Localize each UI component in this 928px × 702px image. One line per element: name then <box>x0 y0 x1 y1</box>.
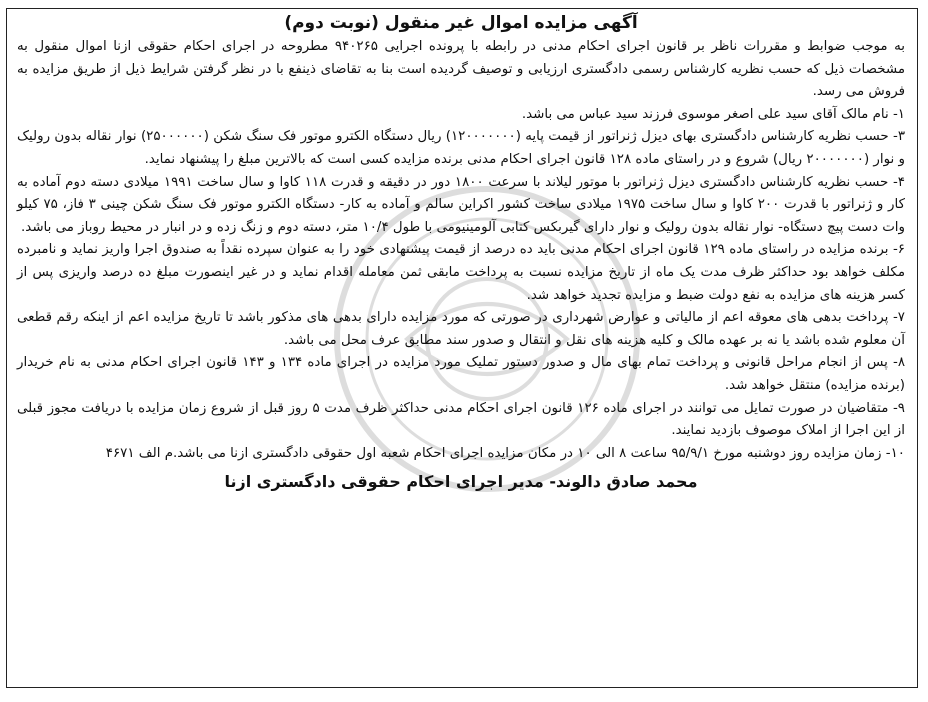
clause-6: ۶- برنده مزایده در راستای ماده ۱۲۹ قانون اجرای احکام مدنی باید ده درصد از قیمت پیشنهادی خود را به عنوان سپرده نقداً به صندوق اجرا واریز نماید و نامبرده مکلف خواهد بود حداکثر ظرف مدت یک ماه از تاریخ مزایده نسبت به پرداخت مابقی ثمن معامله اقدام نماید و در غیر اینصورت مبلغ ده درصد واریزی پس از کسر هزینه های مزایده به نفع دولت ضبط و مزایده تجدید خواهد شد. <box>17 242 905 303</box>
signature: محمد صادق دالوند- مدیر اجرای احکام حقوقی دادگستری ازنا <box>224 472 698 492</box>
notice-body <box>17 11 905 683</box>
intro-paragraph: به موجب ضوابط و مقررات ناظر بر قانون اجرای احکام مدنی در رابطه با پرونده اجرایی ۹۴۰۲۶۵ مطروحه در اجرای احکام حقوقی ازنا اموال منقول به مشخصات ذیل که حسب نظریه کارشناس رسمی دادگستری ارزیابی و توصیف گردیده است بنا به تقاضای ذینفع با در نظر گرفتن شرایط ذیل از طریق مزایده به فروش می رسد. <box>17 39 905 100</box>
clause-3: ۳- حسب نظریه کارشناس دادگستری بهای دیزل ژنراتور از قیمت پایه (۱۲۰۰۰۰۰۰۰) ریال دستگاه الکترو موتور فک سنگ شکن (۲۵۰۰۰۰۰۰) نوار نقاله بدون رولیک و نوار (۲۰۰۰۰۰۰۰ ریال) شروع و در راستای ماده ۱۲۸ قانون اجرای احکام مدنی برنده مزایده کسی است که بالاترین مبلغ را پیشنهاد نماید. <box>17 129 906 167</box>
clause-9: ۹- متقاضیان در صورت تمایل می توانند در اجرای ماده ۱۲۶ قانون اجرای احکام مدنی حداکثر ظرف مدت ۵ روز قبل از شروع زمان مزایده با دریافت مجوز قبلی از این اجرا از املاک موصوف بازدید نمایند. <box>17 400 905 439</box>
clause-4: ۴- حسب نظریه کارشناس دادگستری دیزل ژنراتور با موتور لیلاند با سرعت ۱۸۰۰ دور در دقیقه و قدرت ۱۱۸ کاوا و سال ساخت ۱۹۹۱ میلادی دسته دوم آماده به کار و ژنراتور با قدرت ۲۰۰ کاوا و سال ساخت ۱۹۷۵ میلادی ساخت کشور اکراین سالم و آماده به کار- دستگاه الکترو موتور فک سنگ شکن چینی ۳ فاز، ۷۵ کیلو وات دست پیچ دستگاه- نوار نقاله بدون رولیک و نوار دارای گیربکس کتابی آلومینیومی با طول ۱۰/۴ متر، دسته دوم و زنگ زده و در انبار در محیط روباز می باشد. <box>17 174 905 235</box>
clause-1: ۱- نام مالک آقای سید علی اصغر موسوی فرزند سید عباس می باشد. <box>521 106 905 122</box>
clause-7: ۷- پرداخت بدهی های معوقه اعم از مالیاتی و عوارض شهرداری در صورتی که مورد مزایده دارای بدهی های مذکور باشد تا تاریخ مزایده اعم از اینکه رقم قطعی آن معلوم شده باشد یا نه بر عهده مالک و کلیه هزینه های نقل و انتقال و صدور سند مطابق عرف محل می باشد. <box>17 310 905 348</box>
clause-8: ۸- پس از انجام مراحل قانونی و پرداخت تمام بهای مال و صدور دستور تملیک مورد مزایده در اجرای ماده ۱۳۴ و ۱۴۳ قانون اجرای احکام مدنی به نام خریدار (برنده مزایده) منتقل خواهد شد. <box>17 355 906 393</box>
notice-frame <box>6 8 918 688</box>
clause-10: ۱۰- زمان مزایده روز دوشنبه مورخ ۹۵/۹/۱ ساعت ۸ الی ۱۰ در مکان مزایده اجرای احکام شعبه اول حقوقی دادگستری ازنا می باشد.م الف ۴۶۷۱ <box>105 445 905 461</box>
notice-title: آگهی مزایده اموال غیر منقول (نوبت دوم) <box>284 13 638 33</box>
